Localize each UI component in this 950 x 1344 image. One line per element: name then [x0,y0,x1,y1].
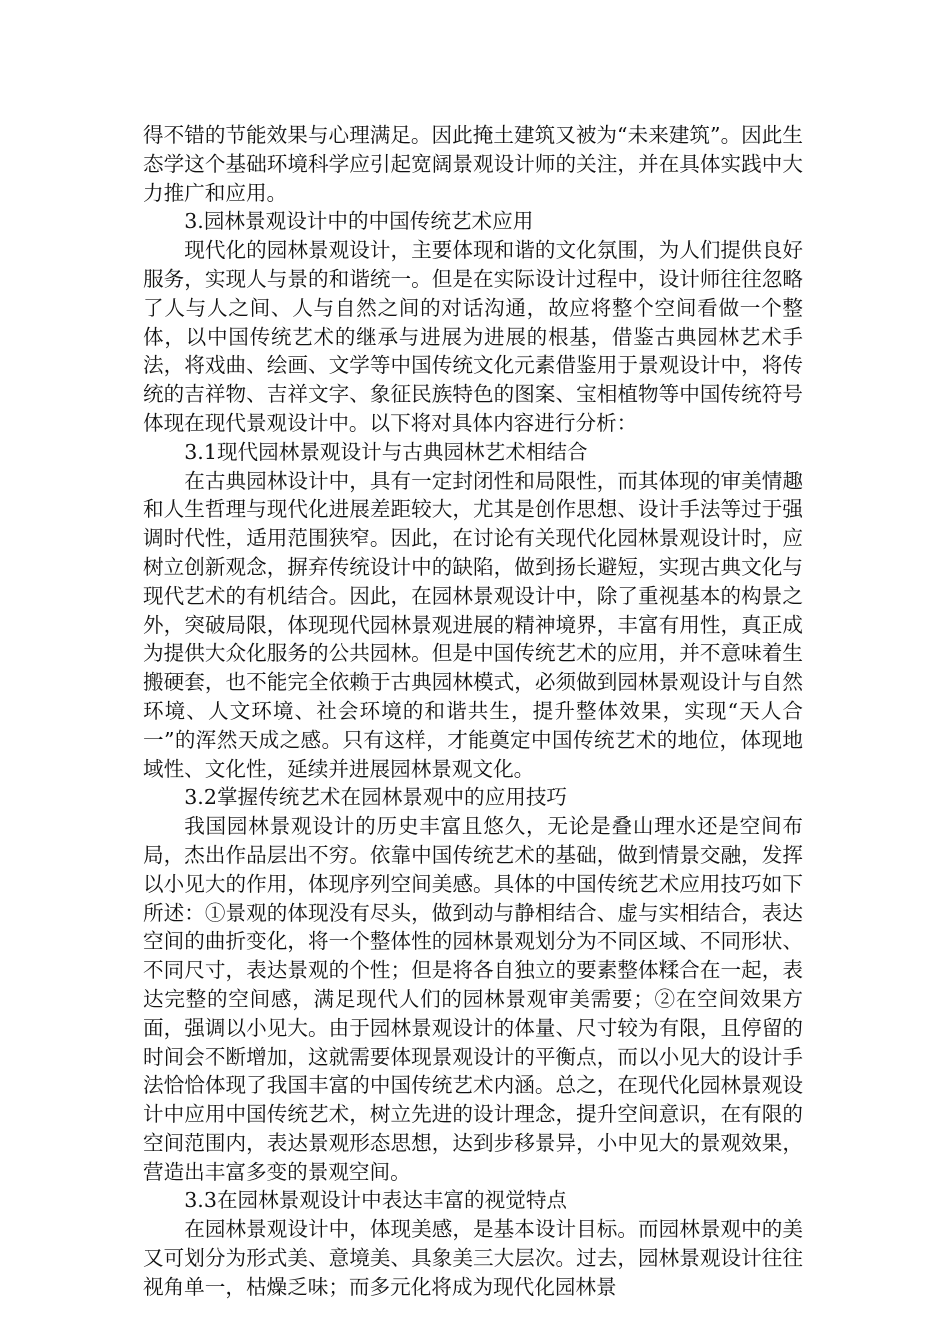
paragraph-3-1: 在古典园林设计中，具有一定封闭性和局限性，而其体现的审美情趣和人生哲理与现代化进展差距较大，尤其是创作思想、设计手法等过于强调时代性，适用范围狭窄。因此，在讨论有关现代化园林景观设计时，应树立创新观念，摒弃传统设计中的缺陷，做到扬长避短，实现古典文化与现代艺术的有机结合。因此，在园林景观设计中，除了重视基本的构景之外，突破局限，体现现代园林景观进展的精神境界，丰富有用性，真正成为提供大众化服务的公共园林。但是中国传统艺术的应用，并不意味着生搬硬套，也不能完全依赖于古典园林模式，必须做到园林景观设计与自然环境、人文环境、社会环境的和谐共生，提升整体效果，实现“天人合一”的浑然天成之感。只有这样，才能奠定中国传统艺术的地位，体现地域性、文化性，延续并进展园林景观文化。 [143,468,803,781]
section-heading-3: 3.园林景观设计中的中国传统艺术应用 [184,209,534,234]
paragraph-continuation: 得不错的节能效果与心理满足。因此掩土建筑又被为“未来建筑”。因此生态学这个基础环境科学应引起宽阔景观设计师的关注，并在具体实践中大力推广和应用。 [143,123,803,205]
paragraph-3-3: 在园林景观设计中，体现美感，是基本设计目标。而园林景观中的美又可划分为形式美、意境美、具象美三大层次。过去，园林景观设计往往视角单一，枯燥乏味；而多元化将成为现代化园林景 [143,1217,803,1299]
section-heading-3-3: 3.3在园林景观设计中表达丰富的视觉特点 [184,1188,568,1213]
section-heading-3-2: 3.2掌握传统艺术在园林景观中的应用技巧 [184,785,568,810]
section-heading-3-1: 3.1现代园林景观设计与古典园林艺术相结合 [184,439,588,464]
paragraph-3-2: 我国园林景观设计的历史丰富且悠久，无论是叠山理水还是空间布局，杰出作品层出不穷。依靠中国传统艺术的基础，做到情景交融，发挥以小见大的作用，体现序列空间美感。具体的中国传统艺术应用技巧如下所述：①景观的体现没有尽头，做到动与静相结合、虚与实相结合，表达空间的曲折变化，将一个整体性的园林景观划分为不同区域、不同形状、不同尺寸，表达景观的个性；但是将各自独立的要素整体糅合在一起，表达完整的空间感，满足现代人们的园林景观审美需要；②在空间效果方面，强调以小见大。由于园林景观设计的体量、尺寸较为有限，且停留的时间会不断增加，这就需要体现景观设计的平衡点，而以小见大的设计手法恰恰体现了我国丰富的中国传统艺术内涵。总之，在现代化园林景观设计中应用中国传统艺术，树立先进的设计理念，提升空间意识，在有限的空间范围内，表达景观形态思想，达到步移景异，小中见大的景观效果，营造出丰富多变的景观空间。 [143,814,803,1184]
paragraph-intro: 现代化的园林景观设计，主要体现和谐的文化氛围，为人们提供良好服务，实现人与景的和谐统一。但是在实际设计过程中，设计师往往忽略了人与人之间、人与自然之间的对话沟通，故应将整个空间看做一个整体，以中国传统艺术的继承与进展为进展的根基，借鉴古典园林艺术手法，将戏曲、绘画、文学等中国传统文化元素借鉴用于景观设计中，将传统的吉祥物、吉祥文字、象征民族特色的图案、宝相植物等中国传统符号体现在现代景观设计中。以下将对具体内容进行分析： [143,238,803,435]
document-page [143,121,803,1302]
